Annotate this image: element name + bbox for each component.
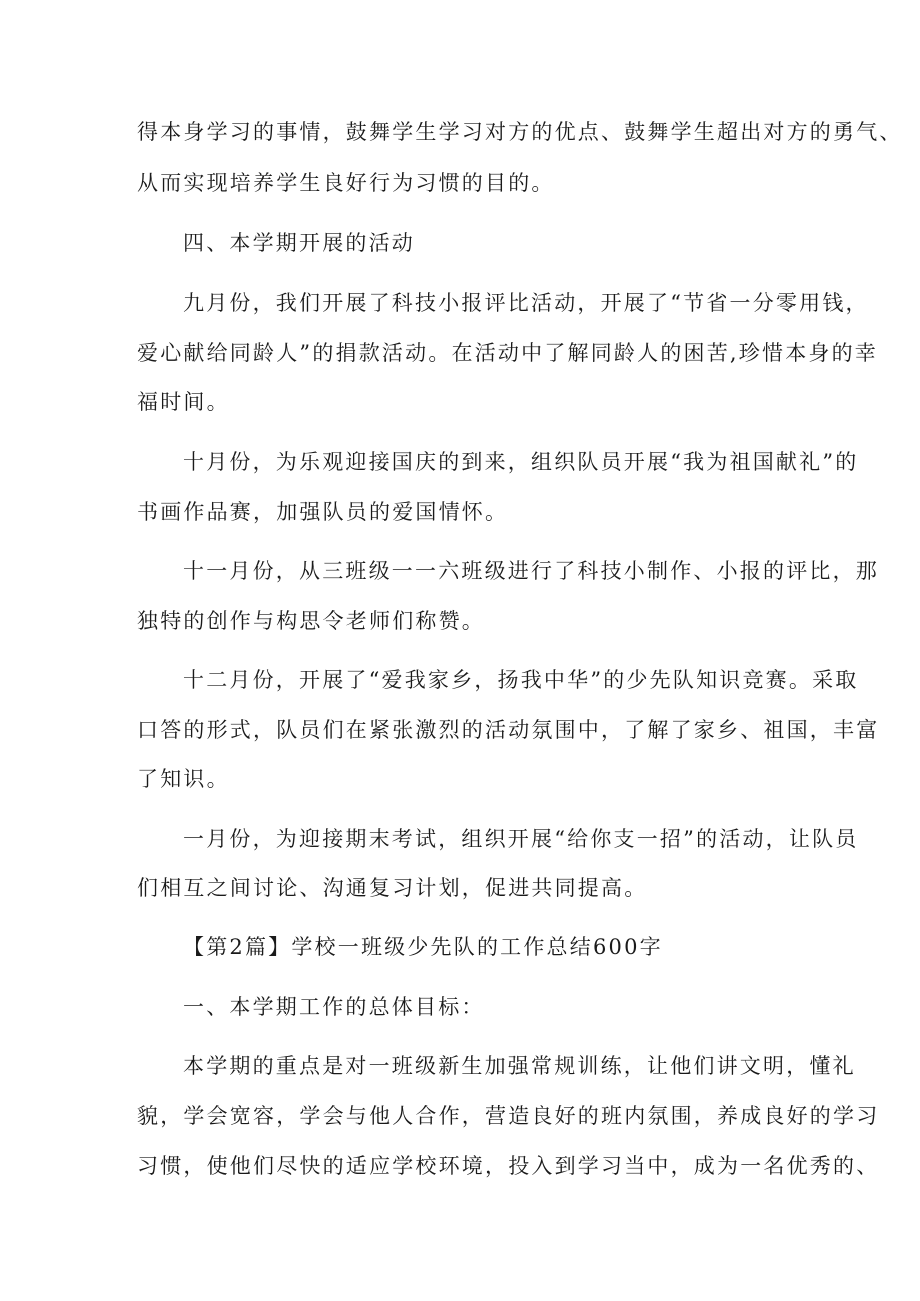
body-text-line: 本学期的重点是对一班级新生加强常规训练，让他们讲文明，懂礼 <box>183 1054 856 1078</box>
body-text-line: 貌，学会宽容，学会与他人合作，营造良好的班内氛围，养成良好的学习 <box>137 1104 880 1128</box>
body-text-line: 从而实现培养学生良好行为习惯的目的。 <box>137 171 555 195</box>
body-text-line: 十一月份，从三班级一一六班级进行了科技小制作、小报的评比，那 <box>183 559 879 583</box>
body-text-line: 们相互之间讨论、沟通复习计划，促进共同提高。 <box>137 876 648 900</box>
article-title: 【第2篇】学校一班级少先队的工作总结600字 <box>183 935 663 959</box>
body-text-line: 十月份，为乐观迎接国庆的到来，组织队员开展“我为祖国献礼”的 <box>183 450 859 474</box>
body-text-line: 习惯，使他们尽快的适应学校环境，投入到学习当中，成为一名优秀的、 <box>137 1154 880 1178</box>
body-text-line: 九月份，我们开展了科技小报评比活动，开展了“节省一分零用钱， <box>183 291 869 315</box>
body-text-line: 爱心献给同龄人”的捐款活动。在活动中了解同龄人的困苦,珍惜本身的幸 <box>137 341 879 365</box>
section-heading: 四、本学期开展的活动 <box>183 231 415 255</box>
body-text-line: 十二月份，开展了“爱我家乡，扬我中华”的少先队知识竞赛。采取 <box>183 668 859 692</box>
body-text-line: 书画作品赛，加强队员的爱国情怀。 <box>137 500 509 524</box>
body-text-line: 得本身学习的事情，鼓舞学生学习对方的优点、鼓舞学生超出对方的勇气、 <box>137 120 903 144</box>
body-text-line: 一月份，为迎接期末考试，组织开展“给你支一招”的活动，让队员 <box>183 827 859 851</box>
body-text-line: 福时间。 <box>137 390 230 414</box>
body-text-line: 了知识。 <box>137 767 230 791</box>
section-heading: 一、本学期工作的总体目标： <box>183 995 485 1019</box>
body-text-line: 口答的形式，队员们在紧张激烈的活动氛围中，了解了家乡、祖国，丰富 <box>137 718 880 742</box>
body-text-line: 独特的创作与构思令老师们称赞。 <box>137 609 485 633</box>
